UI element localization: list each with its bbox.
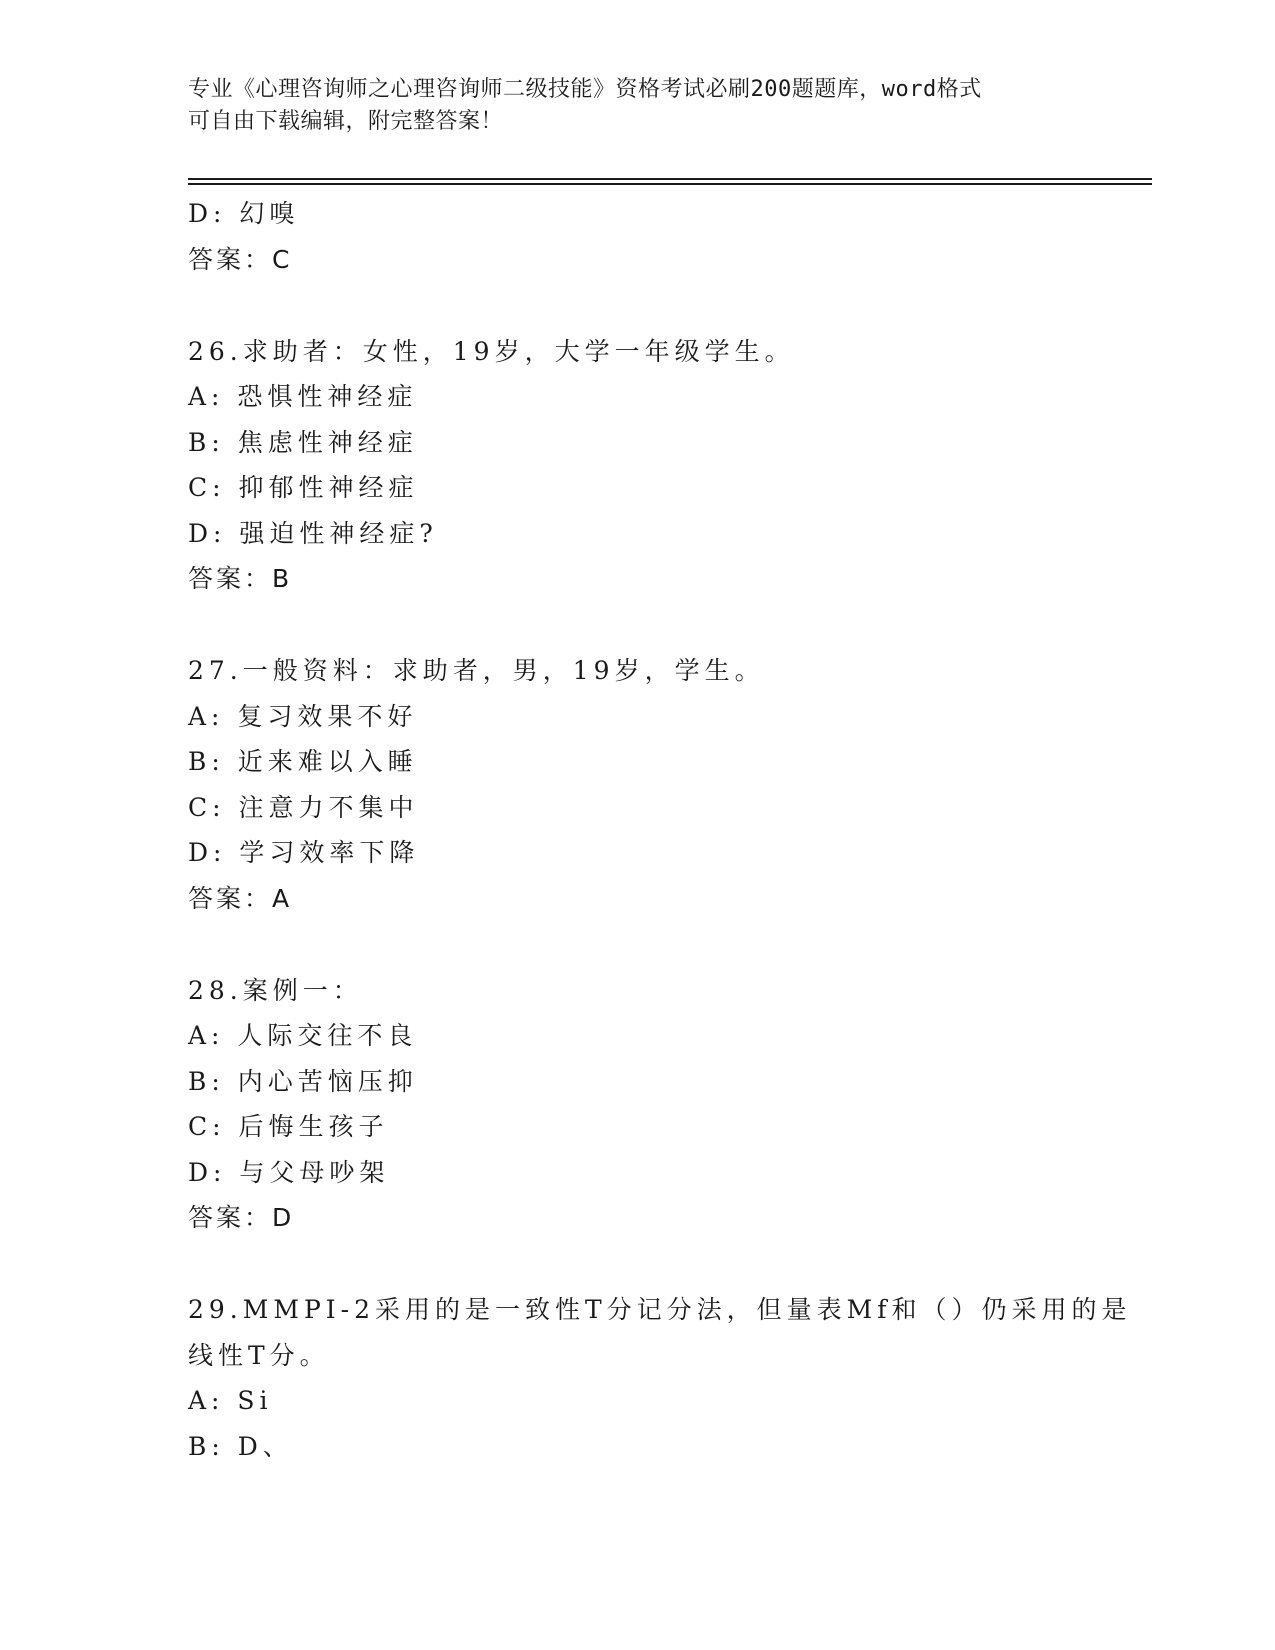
question-stem-q27: 27.一般资料：求助者，男，19岁，学生。 — [188, 656, 765, 685]
header-title-line-2: 可自由下载编辑，附完整答案！ — [188, 109, 504, 134]
question-stem-q29-line-1: 29.MMPI-2采用的是一致性T分记分法，但量表Mf和（）仍采用的是 — [188, 1295, 1132, 1324]
question-stem-q29-line-2: 线性T分。 — [188, 1340, 330, 1370]
option-b-q27: B: 近来难以入睡 — [188, 747, 418, 776]
option-d-q25: D: 幻嗅 — [188, 199, 300, 228]
spacer — [188, 283, 1088, 329]
option-c-q26: C: 抑郁性神经症 — [188, 473, 419, 502]
option-a-q27: A: 复习效果不好 — [188, 701, 418, 731]
spacer — [188, 602, 1088, 648]
answer-q27: 答案：A — [188, 883, 293, 913]
spacer — [188, 1241, 1088, 1287]
header-divider-top — [188, 178, 1152, 180]
option-c-q28: C: 后悔生孩子 — [188, 1112, 389, 1141]
question-stem-q28: 28.案例一： — [188, 975, 363, 1005]
option-b-q28: B: 内心苦恼压抑 — [188, 1066, 418, 1096]
option-d-q28: D: 与父母吵架 — [188, 1157, 390, 1187]
answer-q25: 答案：C — [188, 244, 293, 274]
option-b-q29: B: D、 — [188, 1431, 293, 1461]
header-divider-bottom — [188, 183, 1152, 185]
option-a-q29: A: Si — [188, 1386, 273, 1415]
answer-q28: 答案：D — [188, 1203, 295, 1232]
option-a-q28: A: 人际交往不良 — [188, 1021, 418, 1050]
option-c-q27: C: 注意力不集中 — [188, 792, 419, 822]
document-header — [188, 74, 1068, 138]
spacer — [188, 922, 1088, 968]
question-list — [188, 191, 1132, 1469]
question-stem-q26: 26.求助者：女性，19岁，大学一年级学生。 — [188, 336, 795, 366]
option-d-q27: D: 学习效率下降 — [188, 838, 420, 867]
option-b-q26: B: 焦虑性神经症 — [188, 427, 418, 457]
option-a-q26: A: 恐惧性神经症 — [188, 382, 418, 411]
answer-q26: 答案：B — [188, 564, 293, 593]
option-d-q26: D: 强迫性神经症? — [188, 518, 438, 548]
header-title-line-1: 专业《心理咨询师之心理咨询师二级技能》资格考试必刷200题题库，word格式 — [188, 77, 982, 102]
